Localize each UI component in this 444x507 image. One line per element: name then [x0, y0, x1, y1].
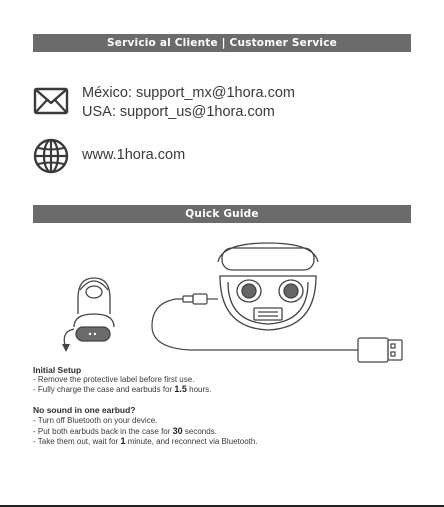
no-sound-step-1: - Turn off Bluetooth on your device.	[33, 416, 158, 425]
quick-guide-header: Quick Guide	[33, 205, 411, 223]
no-sound-step-3: - Take them out, wait for 1 minute, and reconnect via Bluetooth.	[33, 436, 258, 446]
earbud-with-label	[62, 278, 114, 352]
earbuds-illustration	[0, 228, 444, 364]
initial-setup-title: Initial Setup	[33, 365, 82, 375]
globe-icon	[32, 137, 70, 175]
setup-step-2: - Fully charge the case and earbuds for 1.5 hours.	[33, 384, 212, 394]
no-sound-title: No sound in one earbud?	[33, 405, 136, 415]
no-sound-step-2: - Put both earbuds back in the case for 30 seconds.	[33, 426, 217, 436]
email-usa[interactable]: USA: support_us@1hora.com	[82, 104, 275, 120]
customer-service-header: Servicio al Cliente | Customer Service	[33, 34, 411, 52]
usb-cable	[152, 294, 402, 362]
email-mexico[interactable]: México: support_mx@1hora.com	[82, 85, 295, 101]
charging-case	[218, 243, 318, 330]
envelope-icon	[33, 86, 69, 116]
setup-step-1: - Remove the protective label before first use.	[33, 375, 195, 384]
website-link[interactable]: www.1hora.com	[82, 147, 186, 163]
